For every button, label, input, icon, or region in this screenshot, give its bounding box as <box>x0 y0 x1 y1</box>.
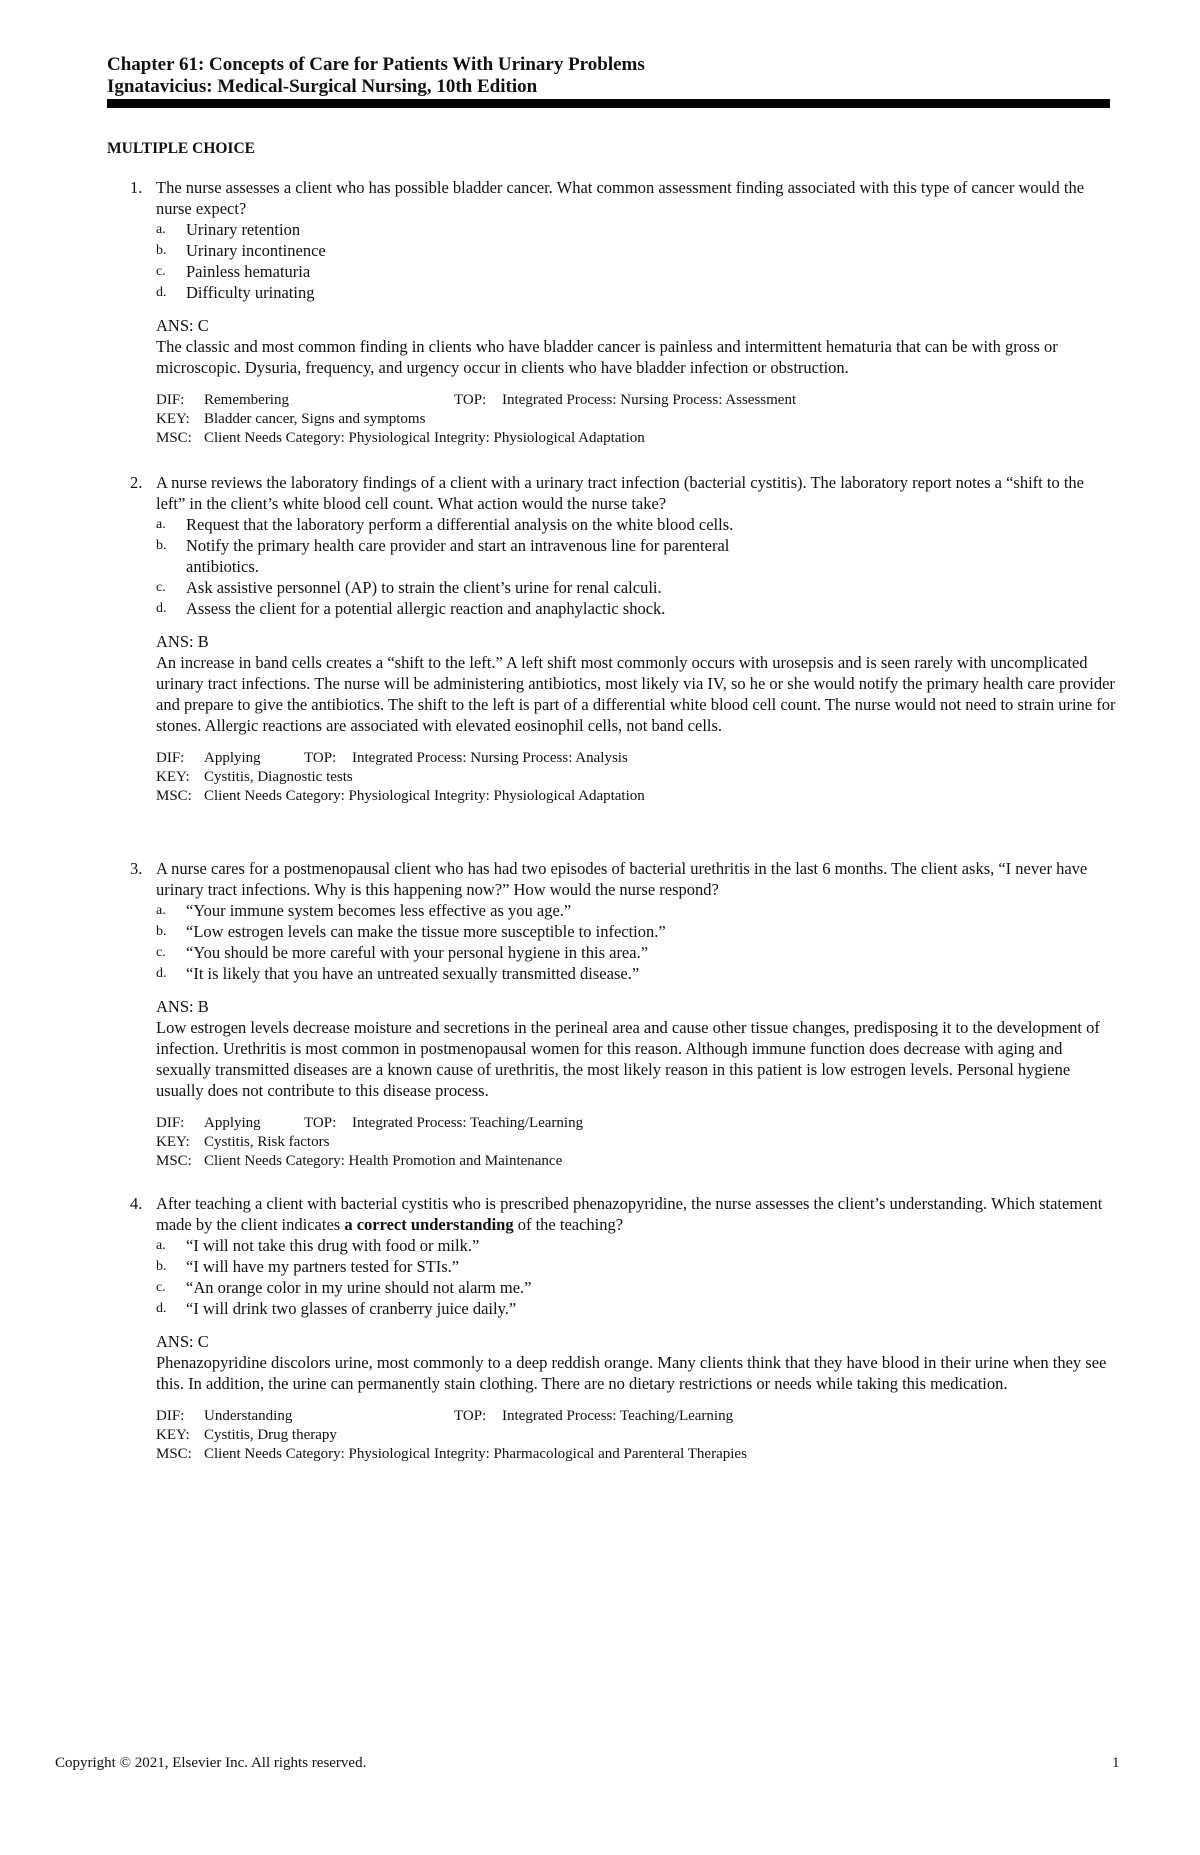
rationale: Low estrogen levels decrease moisture and secretions in the perineal area and cause other tissue changes, predisposing it to the development of infection. Urethritis is most common in postmenopausal women for this reason. Although immune function does decrease with aging and sexually transmitted diseases are a known cause of urethritis, the most likely reason in this patient is low estrogen levels. Personal hygiene usually does not contribute to this disease process. <box>156 1018 1100 1100</box>
option-b: b. “Low estrogen levels can make the tissue more susceptible to infection.” <box>156 922 666 941</box>
option-c: c. Ask assistive personnel (AP) to strain the client’s urine for renal calculi. <box>156 578 662 597</box>
question-number: 2. <box>130 473 143 492</box>
topic: Integrated Process: Teaching/Learning <box>352 1115 584 1131</box>
chapter-title: Chapter 61: Concepts of Care for Patients With Urinary Problems <box>107 54 645 75</box>
option-c: c. “You should be more careful with your personal hygiene in this area.” <box>156 943 649 962</box>
option-a: a. “Your immune system becomes less effective as you age.” <box>156 901 572 920</box>
question-stem: A nurse reviews the laboratory findings of a client with a urinary tract infection (bacterial cystitis). The laboratory report notes a “shift to the left” in the client’s white blood cell count. What action would the nurse take? <box>156 473 1084 513</box>
keywords: Cystitis, Diagnostic tests <box>204 769 353 785</box>
rationale: An increase in band cells creates a “shift to the left.” A left shift most commonly occurs with urosepsis and is seen rarely with uncomplicated urinary tract infections. The nurse will be administering antibiotics, most likely via IV, so he or she would notify the primary health care provider and prepare to give the antibiotics. The shift to the left is part of a differential white blood cell count. The nurse would not need to strain urine for stones. Allergic reactions are associated with elevated eosinophil cells, not band cells. <box>156 653 1116 735</box>
question-metadata: DIF: Understanding TOP: Integrated Process: Teaching/Learning KEY: Cystitis, Drug therapy MSC: Client Needs Category: Physiological Integrity: Pharmacological and Parenteral Therapies <box>156 1408 747 1462</box>
question-number: 4. <box>130 1194 143 1213</box>
question-2 <box>130 472 1115 806</box>
section-title: MULTIPLE CHOICE <box>107 140 255 157</box>
answer: ANS: B <box>156 997 209 1016</box>
keywords: Cystitis, Drug therapy <box>204 1427 337 1443</box>
keywords: Cystitis, Risk factors <box>204 1134 330 1150</box>
difficulty: Remembering <box>204 392 289 408</box>
question-stem: A nurse cares for a postmenopausal client who has had two episodes of bacterial urethritis in the last 6 months. The client asks, “I never have urinary tract infections. Why is this happening now?” How would the nurse respond? <box>156 859 1088 899</box>
rationale: Phenazopyridine discolors urine, most commonly to a deep reddish orange. Many clients think that they have blood in their urine when they see this. In addition, the urine can permanently stain clothing. There are no dietary restrictions or needs while taking this medication. <box>156 1353 1107 1393</box>
question-metadata: DIF: Applying TOP: Integrated Process: Teaching/Learning KEY: Cystitis, Risk factors MSC: Client Needs Category: Health Promotion and Maintenance <box>156 1115 584 1169</box>
topic: Integrated Process: Teaching/Learning <box>502 1408 734 1424</box>
option-d: d. “I will drink two glasses of cranberry juice daily.” <box>156 1299 517 1318</box>
page-header <box>107 54 1107 98</box>
option-a: a. “I will not take this drug with food or milk.” <box>156 1236 480 1255</box>
question-number: 3. <box>130 859 143 878</box>
msc: Client Needs Category: Physiological Integrity: Pharmacological and Parenteral Therapies <box>204 1446 747 1462</box>
option-b: b. Notify the primary health care provider and start an intravenous line for parenteral antibiotics. <box>156 536 730 576</box>
question-metadata: DIF: Remembering TOP: Integrated Process: Nursing Process: Assessment KEY: Bladder cancer, Signs and symptoms MSC: Client Needs Category: Physiological Integrity: Physiological Adaptation <box>156 392 797 446</box>
option-c: c. Painless hematuria <box>156 262 311 281</box>
emphasis-text: a correct understanding <box>344 1215 514 1234</box>
msc: Client Needs Category: Physiological Integrity: Physiological Adaptation <box>204 788 645 804</box>
difficulty: Applying <box>204 750 261 766</box>
question-3 <box>130 858 1115 1171</box>
msc: Client Needs Category: Physiological Integrity: Physiological Adaptation <box>204 430 645 446</box>
question-number: 1. <box>130 178 143 197</box>
question-stem: The nurse assesses a client who has possible bladder cancer. What common assessment finding associated with this type of cancer would the nurse expect? <box>156 178 1085 218</box>
question-1 <box>130 177 1115 448</box>
topic: Integrated Process: Nursing Process: Assessment <box>502 392 797 408</box>
question-stem: After teaching a client with bacterial cystitis who is prescribed phenazopyridine, the nurse assesses the client’s understanding. Which statement made by the client indicates a correct understanding of the teaching? <box>156 1194 1103 1234</box>
book-title: Ignatavicius: Medical-Surgical Nursing, 10th Edition <box>107 76 538 97</box>
option-d: d. Difficulty urinating <box>156 283 315 302</box>
page-number: 1 <box>1112 1755 1120 1771</box>
option-b: b. “I will have my partners tested for STIs.” <box>156 1257 460 1276</box>
topic: Integrated Process: Nursing Process: Analysis <box>352 750 628 766</box>
difficulty: Understanding <box>204 1408 293 1424</box>
option-a: a. Request that the laboratory perform a differential analysis on the white blood cells. <box>156 515 734 534</box>
difficulty: Applying <box>204 1115 261 1131</box>
answer: ANS: C <box>156 1332 209 1351</box>
question-metadata: DIF: Applying TOP: Integrated Process: Nursing Process: Analysis KEY: Cystitis, Diagnostic tests MSC: Client Needs Category: Physiological Integrity: Physiological Adaptation <box>156 750 645 804</box>
answer: ANS: C <box>156 316 209 335</box>
option-d: d. “It is likely that you have an untreated sexually transmitted disease.” <box>156 964 640 983</box>
question-4 <box>130 1193 1115 1464</box>
option-b: b. Urinary incontinence <box>156 241 326 260</box>
answer: ANS: B <box>156 632 209 651</box>
header-rule <box>107 99 1110 108</box>
msc: Client Needs Category: Health Promotion and Maintenance <box>204 1153 563 1169</box>
option-c: c. “An orange color in my urine should not alarm me.” <box>156 1278 532 1297</box>
option-d: d. Assess the client for a potential allergic reaction and anaphylactic shock. <box>156 599 666 618</box>
copyright-notice: Copyright © 2021, Elsevier Inc. All rights reserved. <box>55 1755 367 1771</box>
keywords: Bladder cancer, Signs and symptoms <box>204 411 426 427</box>
option-a: a. Urinary retention <box>156 220 301 239</box>
rationale: The classic and most common finding in clients who have bladder cancer is painless and intermittent hematuria that can be with gross or microscopic. Dysuria, frequency, and urgency occur in clients who have bladder infection or obstruction. <box>156 337 1058 377</box>
